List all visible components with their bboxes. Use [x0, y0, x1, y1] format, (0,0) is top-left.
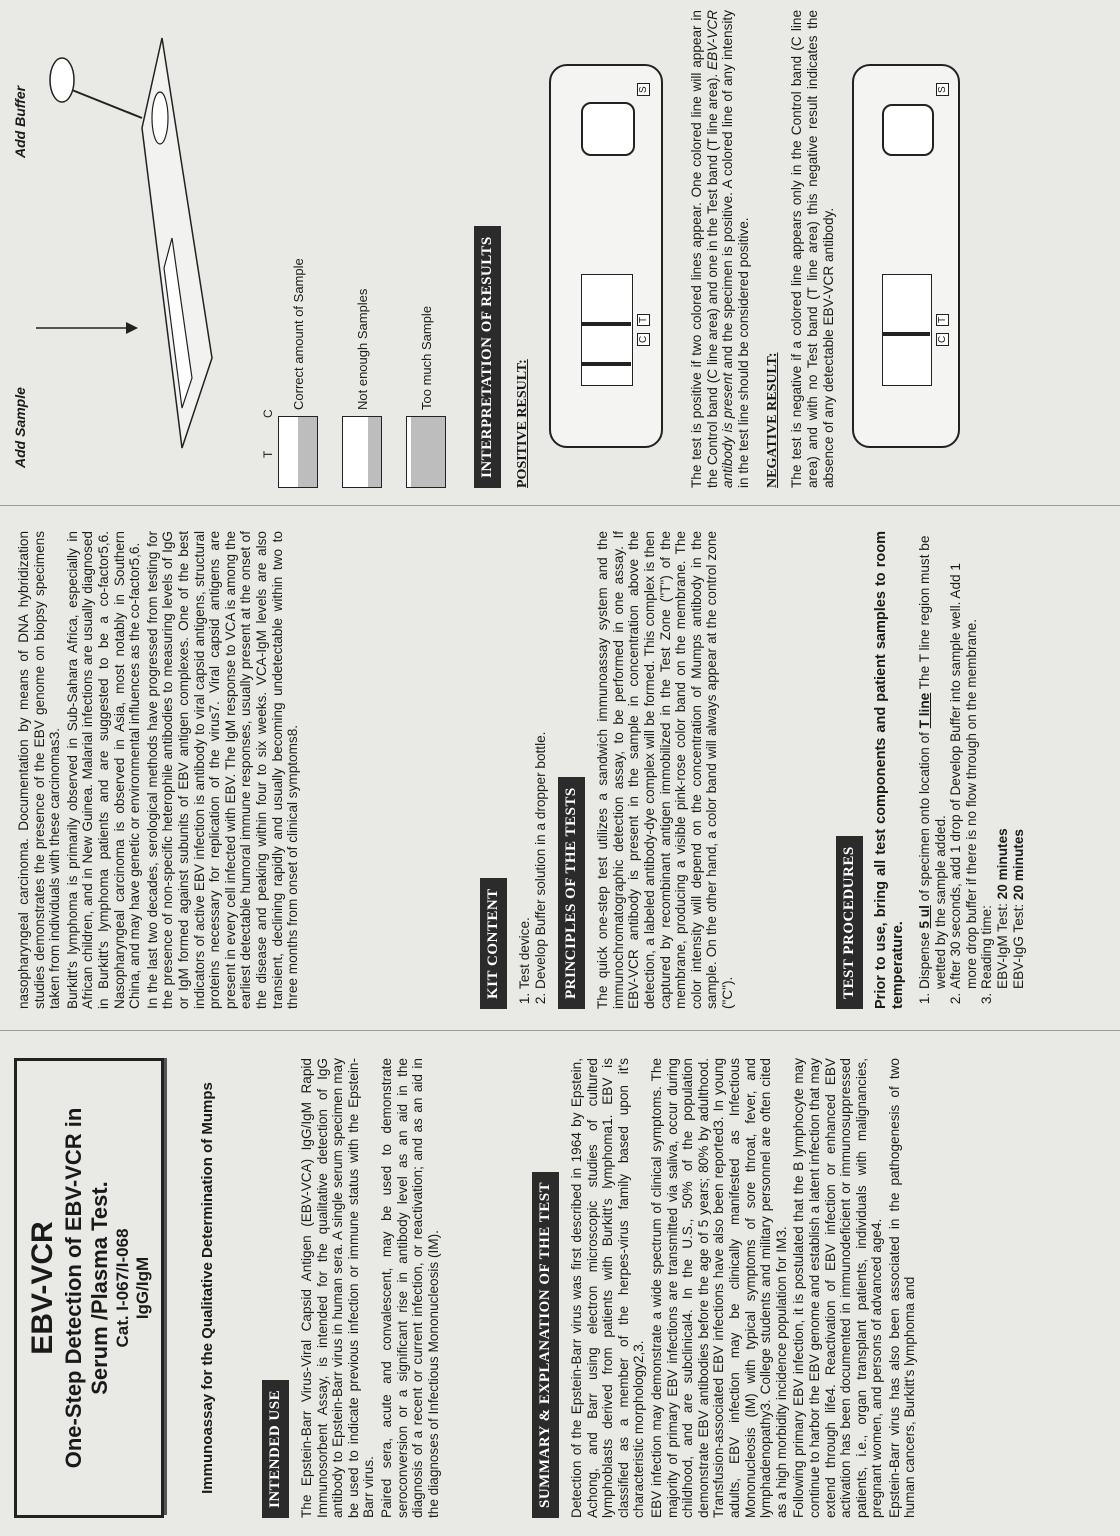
- add-sample-label: Add Sample: [12, 387, 28, 468]
- device-well: [152, 92, 168, 144]
- positive-text-c: and the specimen is positive. A colored line of any intensity in the test line should be considered positive.: [720, 10, 751, 488]
- middle-column-1: [16, 531, 476, 1009]
- intended-use-heading: INTENDED USE: [262, 1380, 289, 1518]
- step-1-text-c: of specimen onto location of: [917, 728, 932, 906]
- principles-heading: PRINCIPLES OF THE TESTS: [558, 777, 585, 1009]
- sample-well: [882, 104, 934, 156]
- product-name: EBV-VCR: [26, 1221, 59, 1355]
- antibody-type: IgG/IgM: [133, 1256, 152, 1320]
- add-buffer-label: Add Buffer: [12, 85, 28, 158]
- procedure-steps: [917, 531, 1026, 1009]
- positive-text: [689, 10, 751, 488]
- sample-level-label: Correct amount of Sample: [290, 258, 306, 410]
- strip-t-label: T: [261, 450, 275, 458]
- title-column: [0, 1058, 272, 1518]
- step-1-location: T line: [917, 692, 932, 729]
- negative-device: [852, 64, 960, 448]
- step-1-volume: 5 ul: [917, 905, 932, 929]
- result-window: [581, 274, 633, 386]
- positive-text-a: The test is positive if two colored lines appear. One colored line will appear in the Control band (C line area) and one in the Test band (T line area).: [689, 10, 720, 488]
- intended-use-p2: Paired sera, acute and convalescent, may be used to demonstrate seroconversion or a significant rise in antibody level as an aid in the diagnosis of a recent or current infection, or reactivation; and as an aid in the diagnoses of Infectious Mononucleosis (IM).: [378, 1058, 441, 1518]
- sample-level-label: Not enough Samples: [354, 288, 370, 410]
- summary-column: [528, 1058, 1108, 1518]
- step-1-text-e: The T line region must be wetted by the sample added.: [917, 535, 948, 989]
- prior-instruction: Prior to use, bring all test components and patient samples to room temperature.: [873, 531, 906, 1009]
- summary-p2: EBV infection may demonstrate a wide spectrum of clinical symptoms. The majority of primary EBV infections are transmitted via saliva, occur during childhood, and are subclinical4. In the U.S., 50% of the population demonstrate EBV antibodies before the age of 5 years; 80% by adulthood. Transfusion-associated EBV infections have also been reported3. In young adults, EBV infection may be clinically manifested as Infectious Mononucleosis (IM) with typical symptoms of sore throat, fever, and lymphadenopathy3. College students and military personnel are often cited as a high morbidity incidence population for IM3.: [648, 1058, 789, 1518]
- step-1-text-a: Dispense: [917, 928, 932, 989]
- result-window: [882, 274, 932, 386]
- summary-p4: Epstein-Barr virus has also been associated in the pathogenesis of two human cancers, Burkitt's lymphoma and: [886, 1058, 918, 1518]
- igg-time: 20 minutes: [1010, 829, 1026, 901]
- sample-level-row: [278, 258, 318, 488]
- middle-p3: In the last two decades, serological methods have progressed from testing for the presence of non-specific heterophile antibodies to measuring levels of IgG or IgM formed against subunits of EBV antigen complexes. One of the best indicators of active EBV infection is antibody to viral capsid antigens, structural proteins necessary for replication of the virus7. Viral capsid antigens are present in every cell infected with EBV. The IgM response to VCA is among the earliest detectable humoral immune responses, usually present at the onset of the disease and peaking within four to six weeks. VCA-IgM levels are also transient, declining rapidly and usually becoming undetectable within two to three months from onset of clinical symptoms8.: [144, 531, 301, 1009]
- step-3: [979, 531, 1026, 989]
- positive-text-b: EBV-VCR antibody is present: [704, 10, 736, 488]
- intended-use-column: [258, 1058, 528, 1518]
- sample-level-row: [406, 306, 446, 488]
- principles-text: The quick one-step test utilizes a sandwich immunoassay system and the immunochromatographic detection assay, to be performed in one assay. If EBV-VCR antibody is present in the sample in concentration above the detection, a labeled antibody-dye complex will be formed. This complex is then captured by recombinant antigen immobilized in the Test Zone ("T") of the membrane, producing a visible pink-rose color band on the membrane. The color intensity will depend on the concentration of Mumps antibody in the sample. On the other hand, a color band will always appear at the control zone ("C").: [595, 531, 735, 1009]
- device-t-tag: T: [936, 314, 949, 326]
- panel-left: [0, 1040, 1120, 1536]
- middle-column-3: [832, 531, 1112, 1009]
- positive-device: [549, 64, 663, 448]
- sample-fill: [298, 417, 317, 487]
- igg-label: EBV-IgG Test:: [1010, 903, 1026, 989]
- device-t-tag: T: [637, 314, 650, 326]
- title-line-2: Serum /Plasma Test.: [87, 1181, 112, 1395]
- step-1: [917, 531, 948, 989]
- title-box: [14, 1058, 164, 1518]
- positive-heading: POSITIVE RESULT:: [515, 359, 530, 488]
- test-band: [581, 362, 631, 366]
- intended-use-p1: The Epstein-Barr Virus-Viral Capsid Antigen (EBV-VCA) IgG/IgM Rapid Immunosorbent Assay, is intended for the qualitative detection of IgG antibody to Epstein-Barr virus in human sera. A single serum specimen may be used to indicate previous infection or immune status with the Epstein-Barr virus.: [299, 1058, 377, 1518]
- sample-tube: [278, 416, 318, 488]
- diagram-column: [6, 10, 470, 488]
- dropper-bulb: [50, 58, 74, 102]
- sample-tube: [342, 416, 382, 488]
- step-3-text: Reading time:: [979, 905, 995, 989]
- negative-text: The test is negative if a colored line appears only in the Control band (C line area) and with no Test band (T line area) this negative result indicates the absence of any detectable EBV-VCR antibody.: [789, 10, 836, 488]
- summary-heading: SUMMARY & EXPLANATION OF THE TEST: [532, 1172, 559, 1518]
- procedures-heading: TEST PROCEDURES: [836, 836, 863, 1009]
- sample-fill: [368, 417, 381, 487]
- sample-well: [581, 102, 635, 156]
- panel-middle: [0, 515, 1120, 1023]
- sample-tube: [406, 416, 446, 488]
- middle-p2: Burkitt's lymphoma is primarily observed in Sub-Sahara Africa, especially in African children, and in New Guinea. Malarial infections are usually diagnosed in Burkitt's lymphoma patients and are suggested to be a co-factor5,6. Nasopharyngeal carcinoma is observed in Asia, most notably in Southern China, and may have genetic or environmental influences as the co-factor5,6.: [64, 531, 143, 1009]
- negative-heading: NEGATIVE RESULT:: [765, 352, 781, 488]
- title-line-1: One-Step Detection of EBV-VCR in: [61, 1107, 86, 1469]
- negative-device-area: [838, 10, 978, 488]
- kit-heading: KIT CONTENT: [480, 878, 507, 1009]
- device-s-tag: S: [637, 83, 650, 96]
- dropper-tip: [72, 90, 142, 118]
- catalog-number: Cat. I-067/I-068: [113, 1228, 132, 1348]
- summary-p1: Detection of the Epstein-Barr virus was first described in 1964 by Epstein, Achong, and Barr using electron microscopic studies of cultured lymphoblasts derived from patients with Burkitt's lymphoma1. EBV is classified as a member of the herpes-virus family based upon it's characteristic morphology2,3.: [569, 1058, 647, 1518]
- sample-fill: [411, 417, 445, 487]
- subtitle: Immunoassay for the Qualitative Determination of Mumps: [199, 1082, 216, 1494]
- kit-list: [517, 531, 548, 1009]
- igm-label: EBV-IgM Test:: [994, 903, 1010, 989]
- middle-column-2: [476, 531, 832, 1009]
- control-band: [882, 332, 930, 336]
- fold-line: [0, 505, 1120, 506]
- fold-line: [0, 1030, 1120, 1031]
- panel-right: [0, 0, 1120, 498]
- summary-p3: Following primary EBV infection, it is postulated that the B lymphocyte may continue to harbor the EBV genome and establish a latent infection that may extend through life4. Reactivation of EBV infection or enhanced EBV activation has been documented in immunodeficient or immunosuppressed patients, i.e., organ transplant patients, individuals with malignancies, pregnant women, and persons of advanced age4.: [791, 1058, 885, 1518]
- sample-level-row: [342, 289, 382, 488]
- step-2: 2. After 30 seconds, add 1 drop of Develop Buffer into sample well. Add 1 more drop buffer if there is no flow through on the membrane.: [948, 531, 979, 989]
- application-illustration: [32, 28, 242, 468]
- device-s-tag: S: [936, 83, 949, 96]
- device-c-tag: C: [936, 333, 949, 346]
- middle-p1: nasopharyngeal carcinoma. Documentation by means of DNA hybridization studies demonstrates the presence of the EBV genome on biopsy specimens taken from individuals with these carcinomas3.: [16, 531, 63, 1009]
- control-band: [581, 322, 631, 326]
- positive-device-area: [539, 10, 689, 488]
- kit-item: 2. Develop Buffer solution in a dropper bottle.: [533, 531, 549, 989]
- kit-item: 1. Test device.: [517, 531, 533, 989]
- device-c-tag: C: [637, 333, 650, 346]
- interpretation-heading: INTERPRETATION OF RESULTS: [474, 226, 501, 488]
- interpretation-column: [470, 10, 1110, 488]
- strip-c-label: C: [261, 409, 275, 418]
- igm-time: 20 minutes: [994, 828, 1010, 900]
- sample-level-label: Too much Sample: [418, 305, 434, 410]
- test-device-perspective: [142, 38, 212, 448]
- sample-arrow-head: [126, 322, 138, 334]
